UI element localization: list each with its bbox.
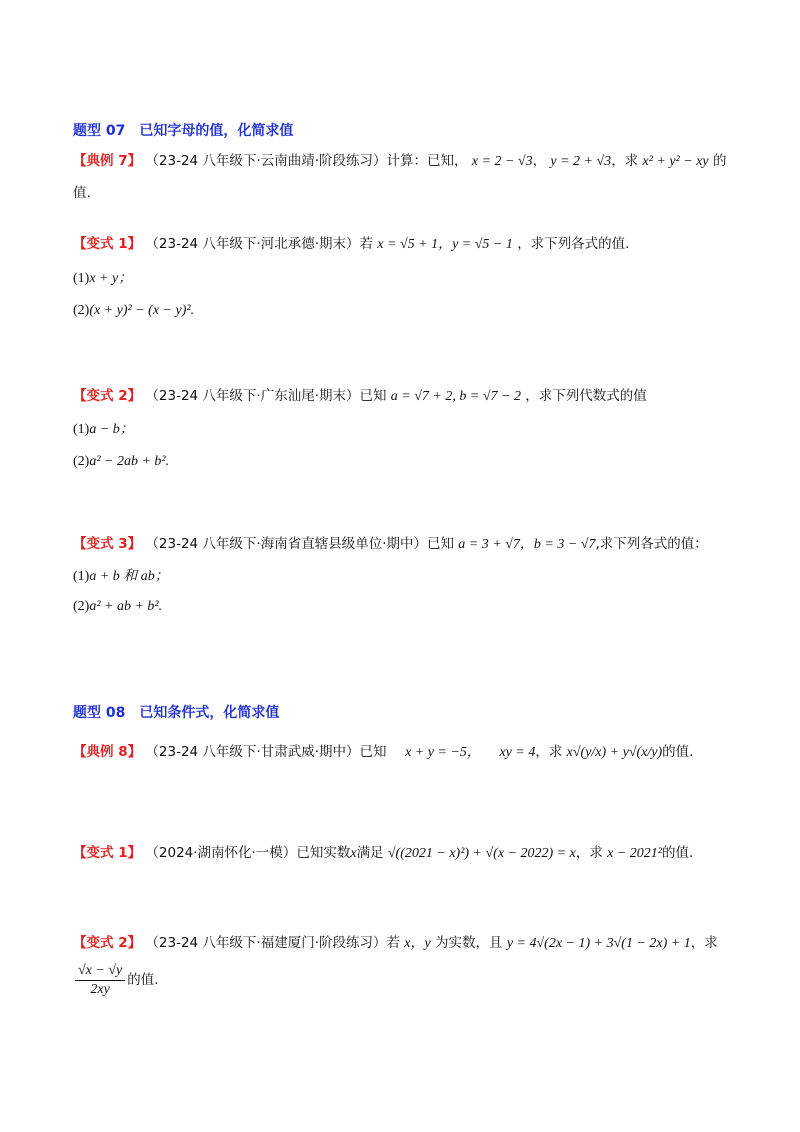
q3-line: [73, 386, 647, 407]
q4-tag: 【变式 3】: [73, 536, 142, 552]
q1-line: 【典例 7】 （23-24 八年级下·云南曲靖·阶段练习）计算：已知， x = 2 − √3， y = 2 + √3，求 x² + y² − xy 的: [73, 153, 727, 169]
section-title-08: 题型 08 已知条件式，化简求值: [73, 705, 280, 721]
q4-part1-expr: a + b 和 ab；: [89, 569, 169, 584]
q5-line: [73, 742, 693, 763]
q3-part2: [73, 451, 169, 472]
q6-source: （2024·湖南怀化·一模）已知实数: [145, 845, 351, 861]
q7-frac-den: 2xy: [90, 982, 110, 997]
q7-cond: y = 4√(2x − 1) + 3√(1 − 2x) + 1: [506, 936, 691, 951]
q5-tail: 的值.: [662, 744, 694, 760]
q4-part2-label: (2): [73, 599, 90, 614]
q4-part2: [73, 596, 162, 617]
q7-mid: 为实数，且: [435, 935, 503, 951]
q2-part1-expr: x + y；: [89, 271, 133, 286]
q3-part2-expr: a² − 2ab + b².: [89, 454, 170, 469]
q2-part2-expr: (x + y)² − (x − y)².: [89, 303, 195, 318]
q7-ask: ，求: [690, 935, 718, 951]
q4-part2-expr: a² + ab + b².: [89, 599, 163, 614]
q5-ask: ，求: [535, 744, 563, 760]
q1-cond-y: y = 2 + √3: [550, 154, 612, 169]
q3-source: （23-24 八年级下·广东汕尾·期末）已知: [145, 388, 387, 404]
q5-source: （23-24 八年级下·甘肃武威·期中）已知: [145, 744, 387, 760]
q3-ask: ，求下列代数式的值: [525, 388, 647, 404]
q4-ask: ,求下列各式的值：: [595, 536, 708, 552]
q6-mid: 满足: [356, 845, 384, 861]
q4-line: [73, 534, 708, 555]
q2-line: [73, 234, 629, 255]
q2-part2: [73, 300, 194, 321]
q7-frac-num: √x − √y: [75, 962, 125, 981]
q2-tag: 【变式 1】: [73, 236, 142, 252]
q3-part1: [73, 419, 134, 440]
q5-cond1: x + y = −5，: [405, 745, 481, 760]
q1-ask: ，求: [611, 153, 639, 169]
q2-part2-label: (2): [73, 303, 90, 318]
q2-part1-label: (1): [73, 271, 90, 286]
q6-ask: ，求: [575, 845, 603, 861]
q6-tail: 的值.: [661, 845, 694, 861]
q6-tag: 【变式 1】: [73, 845, 142, 861]
q4-part1-label: (1): [73, 569, 90, 584]
q3-cond: a = √7 + 2, b = √7 − 2: [390, 389, 521, 404]
q7-fraction: [75, 962, 125, 999]
q7-tag: 【变式 2】: [73, 935, 142, 951]
q7-vars: x，y: [404, 936, 431, 951]
section-title-07: 题型 07 已知字母的值，化简求值: [73, 123, 294, 139]
q4-source: （23-24 八年级下·海南省直辖县级单位·期中）已知: [145, 536, 454, 552]
q5-cond2: xy = 4: [499, 745, 536, 760]
q1-expr: x² + y² − xy: [642, 154, 709, 169]
q7-source: （23-24 八年级下·福建厦门·阶段练习）若: [145, 935, 400, 951]
q2-part1: [73, 268, 132, 289]
q6-line: [73, 843, 693, 864]
q1-tail: 的: [712, 153, 727, 169]
q6-var: x: [350, 846, 357, 861]
q3-part1-label: (1): [73, 422, 90, 437]
q3-part1-expr: a − b；: [89, 422, 134, 437]
q7-line: [73, 933, 718, 954]
q1-source: （23-24 八年级下·云南曲靖·阶段练习）计算：已知，: [145, 153, 468, 169]
q4-cond: a = 3 + √7，b = 3 − √7: [458, 537, 596, 552]
q3-tag: 【变式 2】: [73, 388, 142, 404]
q2-cond: x = √5 + 1，y = √5 − 1: [377, 237, 513, 252]
q2-source: （23-24 八年级下·河北承德·期末）若: [145, 236, 373, 252]
q1-tag: 【典例 7】: [73, 153, 142, 169]
q6-expr: x − 2021²: [607, 846, 662, 861]
q5-expr: x√(y/x) + y√(x/y): [566, 745, 663, 760]
q7-tail: 的值.: [127, 972, 159, 988]
q1-cond-x: x = 2 − √3: [471, 154, 533, 169]
q7-line2: [73, 962, 159, 999]
q5-tag: 【典例 8】: [73, 744, 142, 760]
q2-ask: ，求下列各式的值.: [517, 236, 630, 252]
q6-cond: √((2021 − x)²) + √(x − 2022) = x: [387, 846, 576, 861]
q3-part2-label: (2): [73, 454, 90, 469]
q1-tail2: 值.: [73, 185, 91, 201]
q4-part1: [73, 566, 169, 587]
